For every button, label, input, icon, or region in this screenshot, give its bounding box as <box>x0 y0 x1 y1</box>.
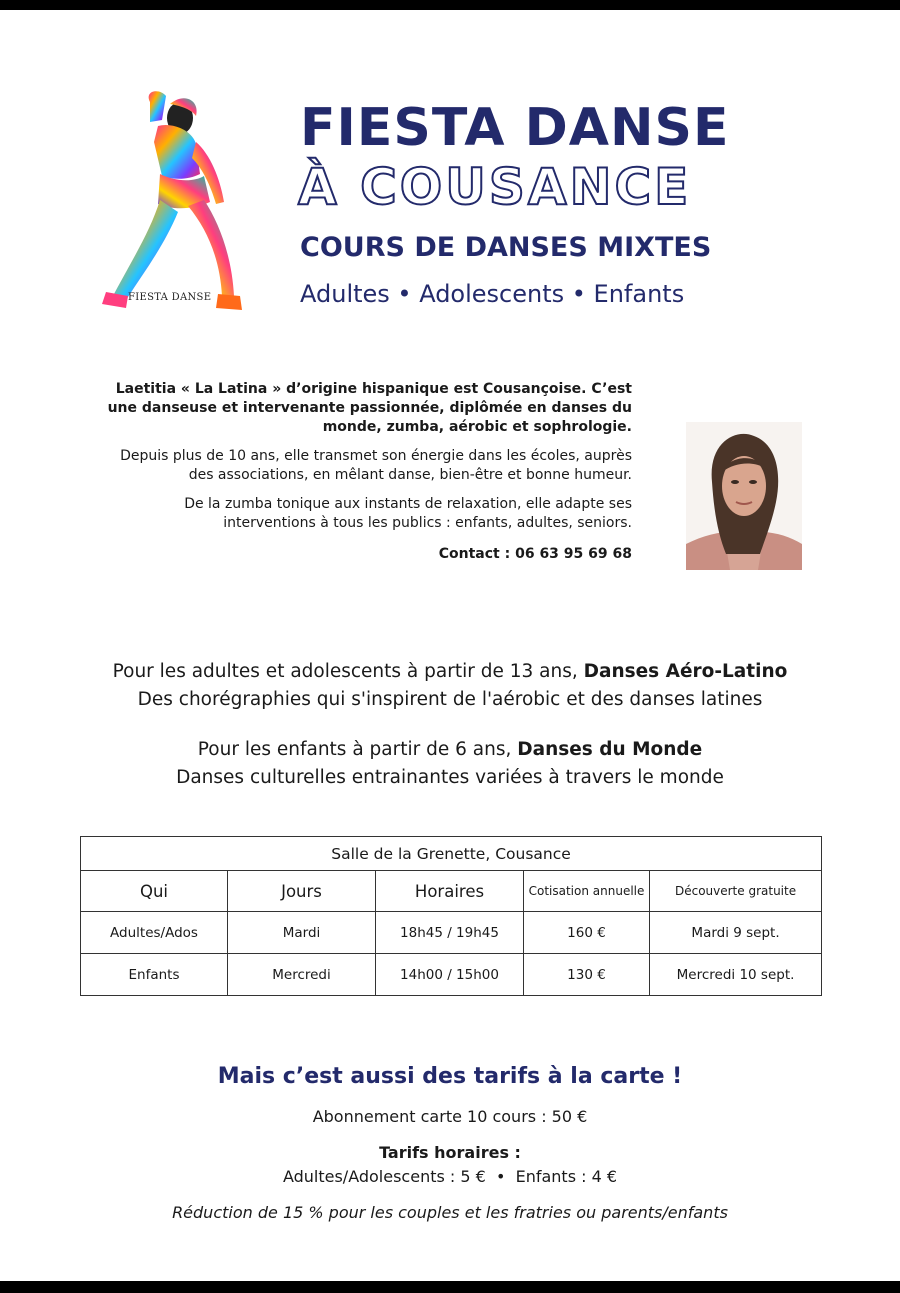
cell-qui: Adultes/Ados <box>81 912 228 954</box>
instructor-photo <box>686 422 802 570</box>
adults-offer-prefix: Pour les adultes et adolescents à partir de 13 ans, <box>112 661 584 682</box>
cell-horaires: 14h00 / 15h00 <box>376 954 524 996</box>
cell-cotisation: 130 € <box>524 954 650 996</box>
table-header-row <box>81 871 822 912</box>
schedule-location: Salle de la Grenette, Cousance <box>81 837 822 871</box>
header-cotisation: Cotisation annuelle <box>524 871 650 912</box>
bio-paragraph-3: De la zumba tonique aux instants de relaxation, elle adapte ses interventions à tous les publics : enfants, adultes, seniors. <box>184 496 632 531</box>
table-row <box>81 912 822 954</box>
subscription-price: Abonnement carte 10 cours : 50 € <box>312 1107 588 1126</box>
bio-section <box>100 380 632 574</box>
hourly-title: Tarifs horaires : <box>379 1143 521 1162</box>
header-jours: Jours <box>228 871 376 912</box>
kids-offer-line <box>0 736 900 764</box>
schedule-table <box>80 836 822 996</box>
cell-decouverte: Mercredi 10 sept. <box>650 954 822 996</box>
pricing-title: Mais c’est aussi des tarifs à la carte ! <box>217 1064 683 1089</box>
adults-offer-line <box>0 658 900 686</box>
kids-offer-name: Danses du Monde <box>517 739 703 760</box>
hourly-title-line <box>0 1142 900 1163</box>
logo-caption: FIESTA DANSE <box>128 292 212 303</box>
header-horaires: Horaires <box>376 871 524 912</box>
title-a-cousance: À COUSANCE <box>298 158 692 216</box>
cell-jours: Mardi <box>228 912 376 954</box>
cell-qui: Enfants <box>81 954 228 996</box>
title-audiences: Adultes • Adolescents • Enfants <box>300 280 685 308</box>
cell-jours: Mercredi <box>228 954 376 996</box>
header-qui: Qui <box>81 871 228 912</box>
table-row <box>81 954 822 996</box>
cell-decouverte: Mardi 9 sept. <box>650 912 822 954</box>
bio-paragraph-2: Depuis plus de 10 ans, elle transmet son énergie dans les écoles, auprès des associations, en mêlant danse, bien-être et bonne humeur. <box>120 448 632 483</box>
title-fiesta-danse: FIESTA DANSE <box>300 98 730 158</box>
discount-note: Réduction de 15 % pour les couples et les fratries ou parents/enfants <box>172 1203 728 1222</box>
adults-offer-desc: Des chorégraphies qui s'inspirent de l'aérobic et des danses latines <box>137 689 763 710</box>
hourly-values: Adultes/Adolescents : 5 € • Enfants : 4 € <box>282 1167 618 1186</box>
adults-offer-name: Danses Aéro-Latino <box>583 661 788 682</box>
header-decouverte: Découverte gratuite <box>650 871 822 912</box>
contact-phone: Contact : 06 63 95 69 68 <box>438 546 632 562</box>
kids-offer-desc: Danses culturelles entrainantes variées à travers le monde <box>176 767 724 788</box>
title-cours: COURS DE DANSES MIXTES <box>300 232 712 263</box>
bio-intro: Laetitia « La Latina » d’origine hispanique est Cousançoise. C’est une danseuse et intervenante passionnée, diplômée en danses du monde, zumba, aérobic et sophrologie. <box>107 381 632 435</box>
cell-horaires: 18h45 / 19h45 <box>376 912 524 954</box>
dancer-logo <box>92 82 248 322</box>
cell-cotisation: 160 € <box>524 912 650 954</box>
flyer-page <box>0 10 900 1281</box>
kids-offer-prefix: Pour les enfants à partir de 6 ans, <box>197 739 518 760</box>
